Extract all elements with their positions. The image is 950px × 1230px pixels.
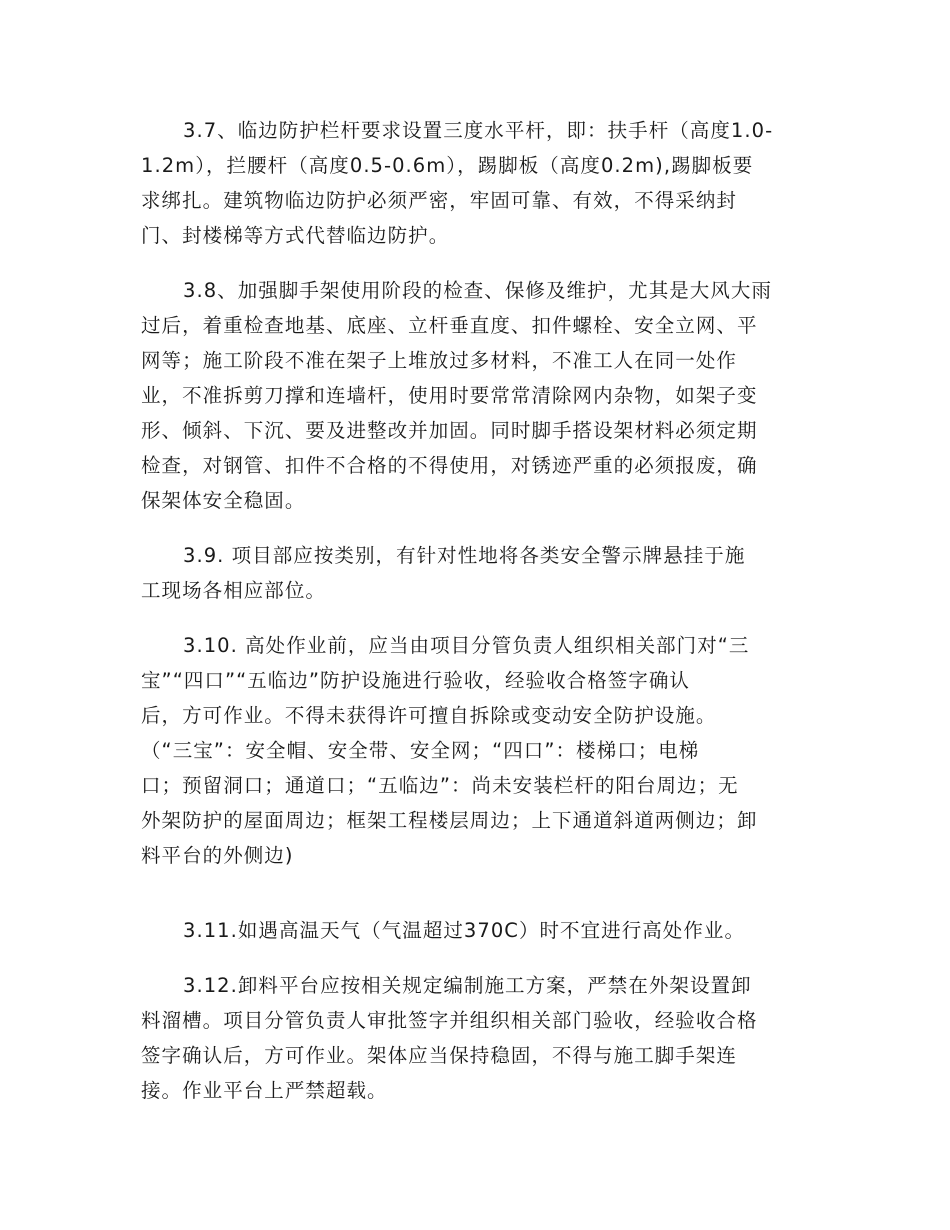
paragraph-line: 业，不准拆剪刀撑和连墙杆，使用时要常常清除网内杂物，如架子变 — [141, 384, 758, 407]
paragraph-line: 3.10. 高处作业前，应当由项目分管负责人组织相关部门对“三 — [183, 634, 750, 657]
paragraph-line: 后，方可作业。不得未获得许可擅自拆除或变动安全防护设施。 — [141, 704, 717, 727]
paragraph-line: 形、倾斜、下沉、要及进整改并加固。同时脚手搭设架材料必须定期 — [141, 419, 758, 442]
paragraph-line: 保架体安全稳固。 — [141, 489, 306, 512]
paragraph-line: 3.11.如遇高温天气（气温超过370C）时不宜进行高处作业。 — [183, 919, 746, 942]
paragraph-line: 门、封楼梯等方式代替临边防护。 — [141, 224, 450, 247]
paragraph-line: 料平台的外侧边) — [141, 844, 294, 867]
paragraph-line: 求绑扎。建筑物临边防护必须严密，牢固可靠、有效，不得采纳封 — [141, 189, 737, 212]
paragraph-line: （“三宝”：安全帽、安全带、安全网；“四口”：楼梯口；电梯 — [141, 739, 700, 762]
paragraph-line: 检查，对钢管、扣件不合格的不得使用，对锈迹严重的必须报废，确 — [141, 454, 758, 477]
paragraph-line: 接。作业平台上严禁超载。 — [141, 1079, 388, 1102]
paragraph-line: 3.9. 项目部应按类别，有针对性地将各类安全警示牌悬挂于施 — [183, 544, 746, 567]
paragraph-line: 3.7、临边防护栏杆要求设置三度水平杆，即：扶手杆（高度1.0- — [183, 119, 774, 142]
paragraph-line: 宝”“四口”“五临边”防护设施进行验收，经验收合格签字确认 — [141, 669, 690, 692]
paragraph-line: 工现场各相应部位。 — [141, 579, 326, 602]
paragraph-line: 3.8、加强脚手架使用阶段的检查、保修及维护，尤其是大风大雨 — [183, 279, 773, 302]
paragraph-line: 料溜槽。项目分管负责人审批签字并组织相关部门验收，经验收合格 — [141, 1009, 758, 1032]
paragraph-line: 过后，着重检查地基、底座、立杆垂直度、扣件螺栓、安全立网、平 — [141, 314, 758, 337]
paragraph-line: 口；预留洞口；通道口；“五临边”：尚未安装栏杆的阳台周边；无 — [141, 774, 739, 797]
paragraph-line: 签字确认后，方可作业。架体应当保持稳固，不得与施工脚手架连 — [141, 1044, 737, 1067]
paragraph-line: 网等；施工阶段不准在架子上堆放过多材料，不准工人在同一处作 — [141, 349, 737, 372]
paragraph-line: 3.12.卸料平台应按相关规定编制施工方案，严禁在外架设置卸 — [183, 974, 752, 997]
paragraph-line: 1.2m），拦腰杆（高度0.5-0.6m），踢脚板（高度0.2m),踢脚板要 — [141, 154, 754, 177]
paragraph-line: 外架防护的屋面周边；框架工程楼层周边；上下通道斜道两侧边；卸 — [141, 809, 758, 832]
